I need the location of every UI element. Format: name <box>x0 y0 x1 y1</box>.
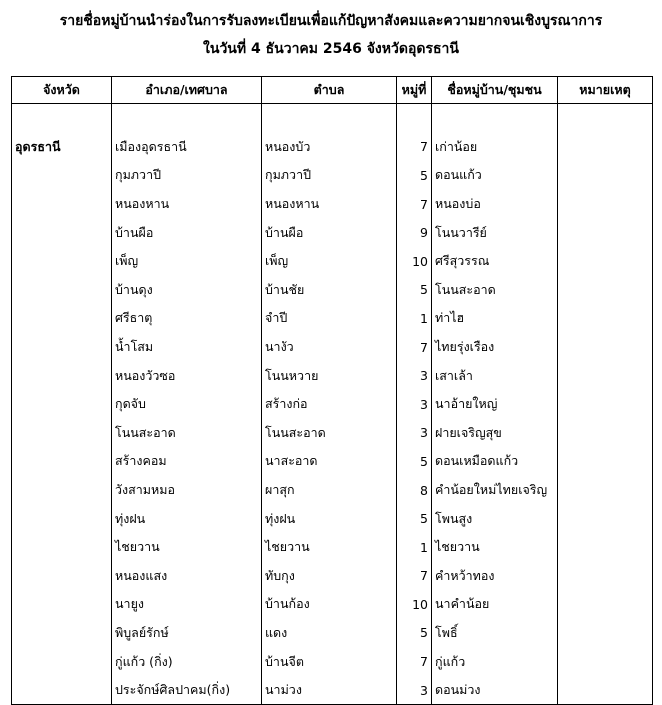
table-spacer-row <box>12 104 653 133</box>
header-subdistrict: ตำบล <box>262 77 397 104</box>
cell-moo: 7 <box>397 562 432 591</box>
table-row <box>12 590 653 619</box>
cell-subdistrict: หนองบัว <box>262 133 397 162</box>
cell-note <box>558 361 653 390</box>
cell-village: โพนสูง <box>432 504 558 533</box>
cell-village: กู่แก้ว <box>432 647 558 676</box>
cell-moo: 10 <box>397 590 432 619</box>
table-row <box>12 647 653 676</box>
cell-note <box>558 333 653 362</box>
cell-subdistrict: เพ็ญ <box>262 247 397 276</box>
cell-moo: 7 <box>397 133 432 162</box>
header-province: จังหวัด <box>12 77 112 104</box>
table-row <box>12 133 653 162</box>
cell-note <box>558 276 653 305</box>
cell-subdistrict: นาม่วง <box>262 676 397 705</box>
header-note: หมายเหตุ <box>558 77 653 104</box>
cell-province <box>12 276 112 305</box>
cell-subdistrict: ทับกุง <box>262 562 397 591</box>
cell-district: หนองหาน <box>112 190 262 219</box>
cell-village: นาอ้ายใหญ่ <box>432 390 558 419</box>
cell-district: ไชยวาน <box>112 533 262 562</box>
cell-moo: 5 <box>397 161 432 190</box>
cell-village: ดอนแก้ว <box>432 161 558 190</box>
header-district: อำเภอ/เทศบาล <box>112 77 262 104</box>
cell-moo: 1 <box>397 533 432 562</box>
cell-subdistrict: บ้านผือ <box>262 218 397 247</box>
cell-subdistrict: โนนสะอาด <box>262 419 397 448</box>
table-row <box>12 533 653 562</box>
cell-subdistrict: สร้างก่อ <box>262 390 397 419</box>
table-row <box>12 390 653 419</box>
cell-province <box>12 218 112 247</box>
cell-village: ไชยวาน <box>432 533 558 562</box>
cell-district: สร้างคอม <box>112 447 262 476</box>
cell-village: ดอนม่วง <box>432 676 558 705</box>
cell-subdistrict: ไชยวาน <box>262 533 397 562</box>
cell-province <box>12 304 112 333</box>
cell-district: ประจักษ์ศิลปาคม(กิ่ง) <box>112 676 262 705</box>
cell-province <box>12 647 112 676</box>
cell-district: บ้านผือ <box>112 218 262 247</box>
cell-note <box>558 676 653 705</box>
cell-village: โพธิ์ <box>432 619 558 648</box>
cell-district: หนองแสง <box>112 562 262 591</box>
cell-moo: 7 <box>397 333 432 362</box>
cell-moo: 5 <box>397 619 432 648</box>
cell-village: หนองบ่อ <box>432 190 558 219</box>
cell-village: เก่าน้อย <box>432 133 558 162</box>
cell-note <box>558 533 653 562</box>
cell-subdistrict: โนนหวาย <box>262 361 397 390</box>
cell-province <box>12 247 112 276</box>
cell-subdistrict: หนองหาน <box>262 190 397 219</box>
cell-subdistrict: ทุ่งฝน <box>262 504 397 533</box>
cell-moo: 5 <box>397 504 432 533</box>
cell-subdistrict: นางัว <box>262 333 397 362</box>
table-row <box>12 562 653 591</box>
cell-note <box>558 304 653 333</box>
cell-note <box>558 390 653 419</box>
cell-district: บ้านดุง <box>112 276 262 305</box>
cell-note <box>558 590 653 619</box>
cell-moo: 1 <box>397 304 432 333</box>
table-row <box>12 247 653 276</box>
table-row <box>12 190 653 219</box>
cell-village: นาคำน้อย <box>432 590 558 619</box>
header-village: ชื่อหมู่บ้าน/ชุมชน <box>432 77 558 104</box>
cell-village: คำหว้าทอง <box>432 562 558 591</box>
cell-moo: 5 <box>397 276 432 305</box>
cell-province <box>12 190 112 219</box>
table-row <box>12 218 653 247</box>
cell-note <box>558 190 653 219</box>
cell-moo: 3 <box>397 419 432 448</box>
cell-note <box>558 419 653 448</box>
table-row <box>12 619 653 648</box>
cell-moo: 8 <box>397 476 432 505</box>
cell-province <box>12 333 112 362</box>
cell-village: ท่าไฮ <box>432 304 558 333</box>
cell-province <box>12 161 112 190</box>
cell-district: กู่แก้ว (กิ่ง) <box>112 647 262 676</box>
cell-village: ดอนเหมือดแก้ว <box>432 447 558 476</box>
table-row <box>12 476 653 505</box>
cell-province <box>12 419 112 448</box>
table-row <box>12 361 653 390</box>
cell-note <box>558 161 653 190</box>
table-row <box>12 161 653 190</box>
cell-district: น้ำโสม <box>112 333 262 362</box>
cell-note <box>558 133 653 162</box>
cell-village: คำน้อยใหม่ไทยเจริญ <box>432 476 558 505</box>
cell-moo: 7 <box>397 190 432 219</box>
cell-district: หนองวัวซอ <box>112 361 262 390</box>
document-title: รายชื่อหมู่บ้านนำร่องในการรับลงทะเบียนเพื่อแก้ปัญหาสังคมและความยากจนเชิงบูรณาการ <box>59 13 603 29</box>
cell-note <box>558 647 653 676</box>
cell-note <box>558 619 653 648</box>
cell-note <box>558 562 653 591</box>
table-row <box>12 304 653 333</box>
header-moo: หมู่ที่ <box>397 77 432 104</box>
cell-village: ศรีสุวรรณ <box>432 247 558 276</box>
cell-note <box>558 218 653 247</box>
cell-moo: 7 <box>397 647 432 676</box>
cell-province: อุดรธานี <box>12 133 112 162</box>
table-row <box>12 276 653 305</box>
cell-province <box>12 504 112 533</box>
cell-subdistrict: ผาสุก <box>262 476 397 505</box>
table-header-row <box>12 77 653 104</box>
table-row <box>12 676 653 705</box>
cell-province <box>12 562 112 591</box>
table-row <box>12 447 653 476</box>
table-row <box>12 419 653 448</box>
cell-district: โนนสะอาด <box>112 419 262 448</box>
cell-district: กุมภวาปี <box>112 161 262 190</box>
cell-district: เพ็ญ <box>112 247 262 276</box>
table-body <box>12 104 653 705</box>
cell-note <box>558 447 653 476</box>
cell-note <box>558 476 653 505</box>
cell-subdistrict: จำปี <box>262 304 397 333</box>
cell-district: กุดจับ <box>112 390 262 419</box>
cell-moo: 3 <box>397 390 432 419</box>
cell-district: เมืองอุดรธานี <box>112 133 262 162</box>
cell-subdistrict: แดง <box>262 619 397 648</box>
cell-village: ฝายเจริญสุข <box>432 419 558 448</box>
table-row <box>12 333 653 362</box>
cell-district: ทุ่งฝน <box>112 504 262 533</box>
cell-province <box>12 676 112 705</box>
cell-subdistrict: บ้านจีต <box>262 647 397 676</box>
cell-village: เสาเล้า <box>432 361 558 390</box>
cell-province <box>12 361 112 390</box>
cell-moo: 5 <box>397 447 432 476</box>
cell-village: โนนวารีย์ <box>432 218 558 247</box>
table-row <box>12 504 653 533</box>
cell-district: พิบูลย์รักษ์ <box>112 619 262 648</box>
cell-moo: 3 <box>397 361 432 390</box>
cell-province <box>12 447 112 476</box>
cell-province <box>12 590 112 619</box>
cell-village: โนนสะอาด <box>432 276 558 305</box>
cell-district: วังสามหมอ <box>112 476 262 505</box>
village-registration-table <box>11 76 653 705</box>
cell-district: ศรีธาตุ <box>112 304 262 333</box>
cell-moo: 10 <box>397 247 432 276</box>
cell-subdistrict: กุมภวาปี <box>262 161 397 190</box>
cell-province <box>12 390 112 419</box>
cell-district: นายูง <box>112 590 262 619</box>
cell-province <box>12 619 112 648</box>
cell-note <box>558 247 653 276</box>
cell-village: ไทยรุ่งเรือง <box>432 333 558 362</box>
cell-province <box>12 533 112 562</box>
cell-subdistrict: บ้านก้อง <box>262 590 397 619</box>
cell-subdistrict: บ้านชัย <box>262 276 397 305</box>
cell-province <box>12 476 112 505</box>
document-subtitle: ในวันที่ 4 ธันวาคม 2546 จังหวัดอุดรธานี <box>203 41 459 57</box>
cell-moo: 9 <box>397 218 432 247</box>
cell-subdistrict: นาสะอาด <box>262 447 397 476</box>
cell-moo: 3 <box>397 676 432 705</box>
cell-note <box>558 504 653 533</box>
